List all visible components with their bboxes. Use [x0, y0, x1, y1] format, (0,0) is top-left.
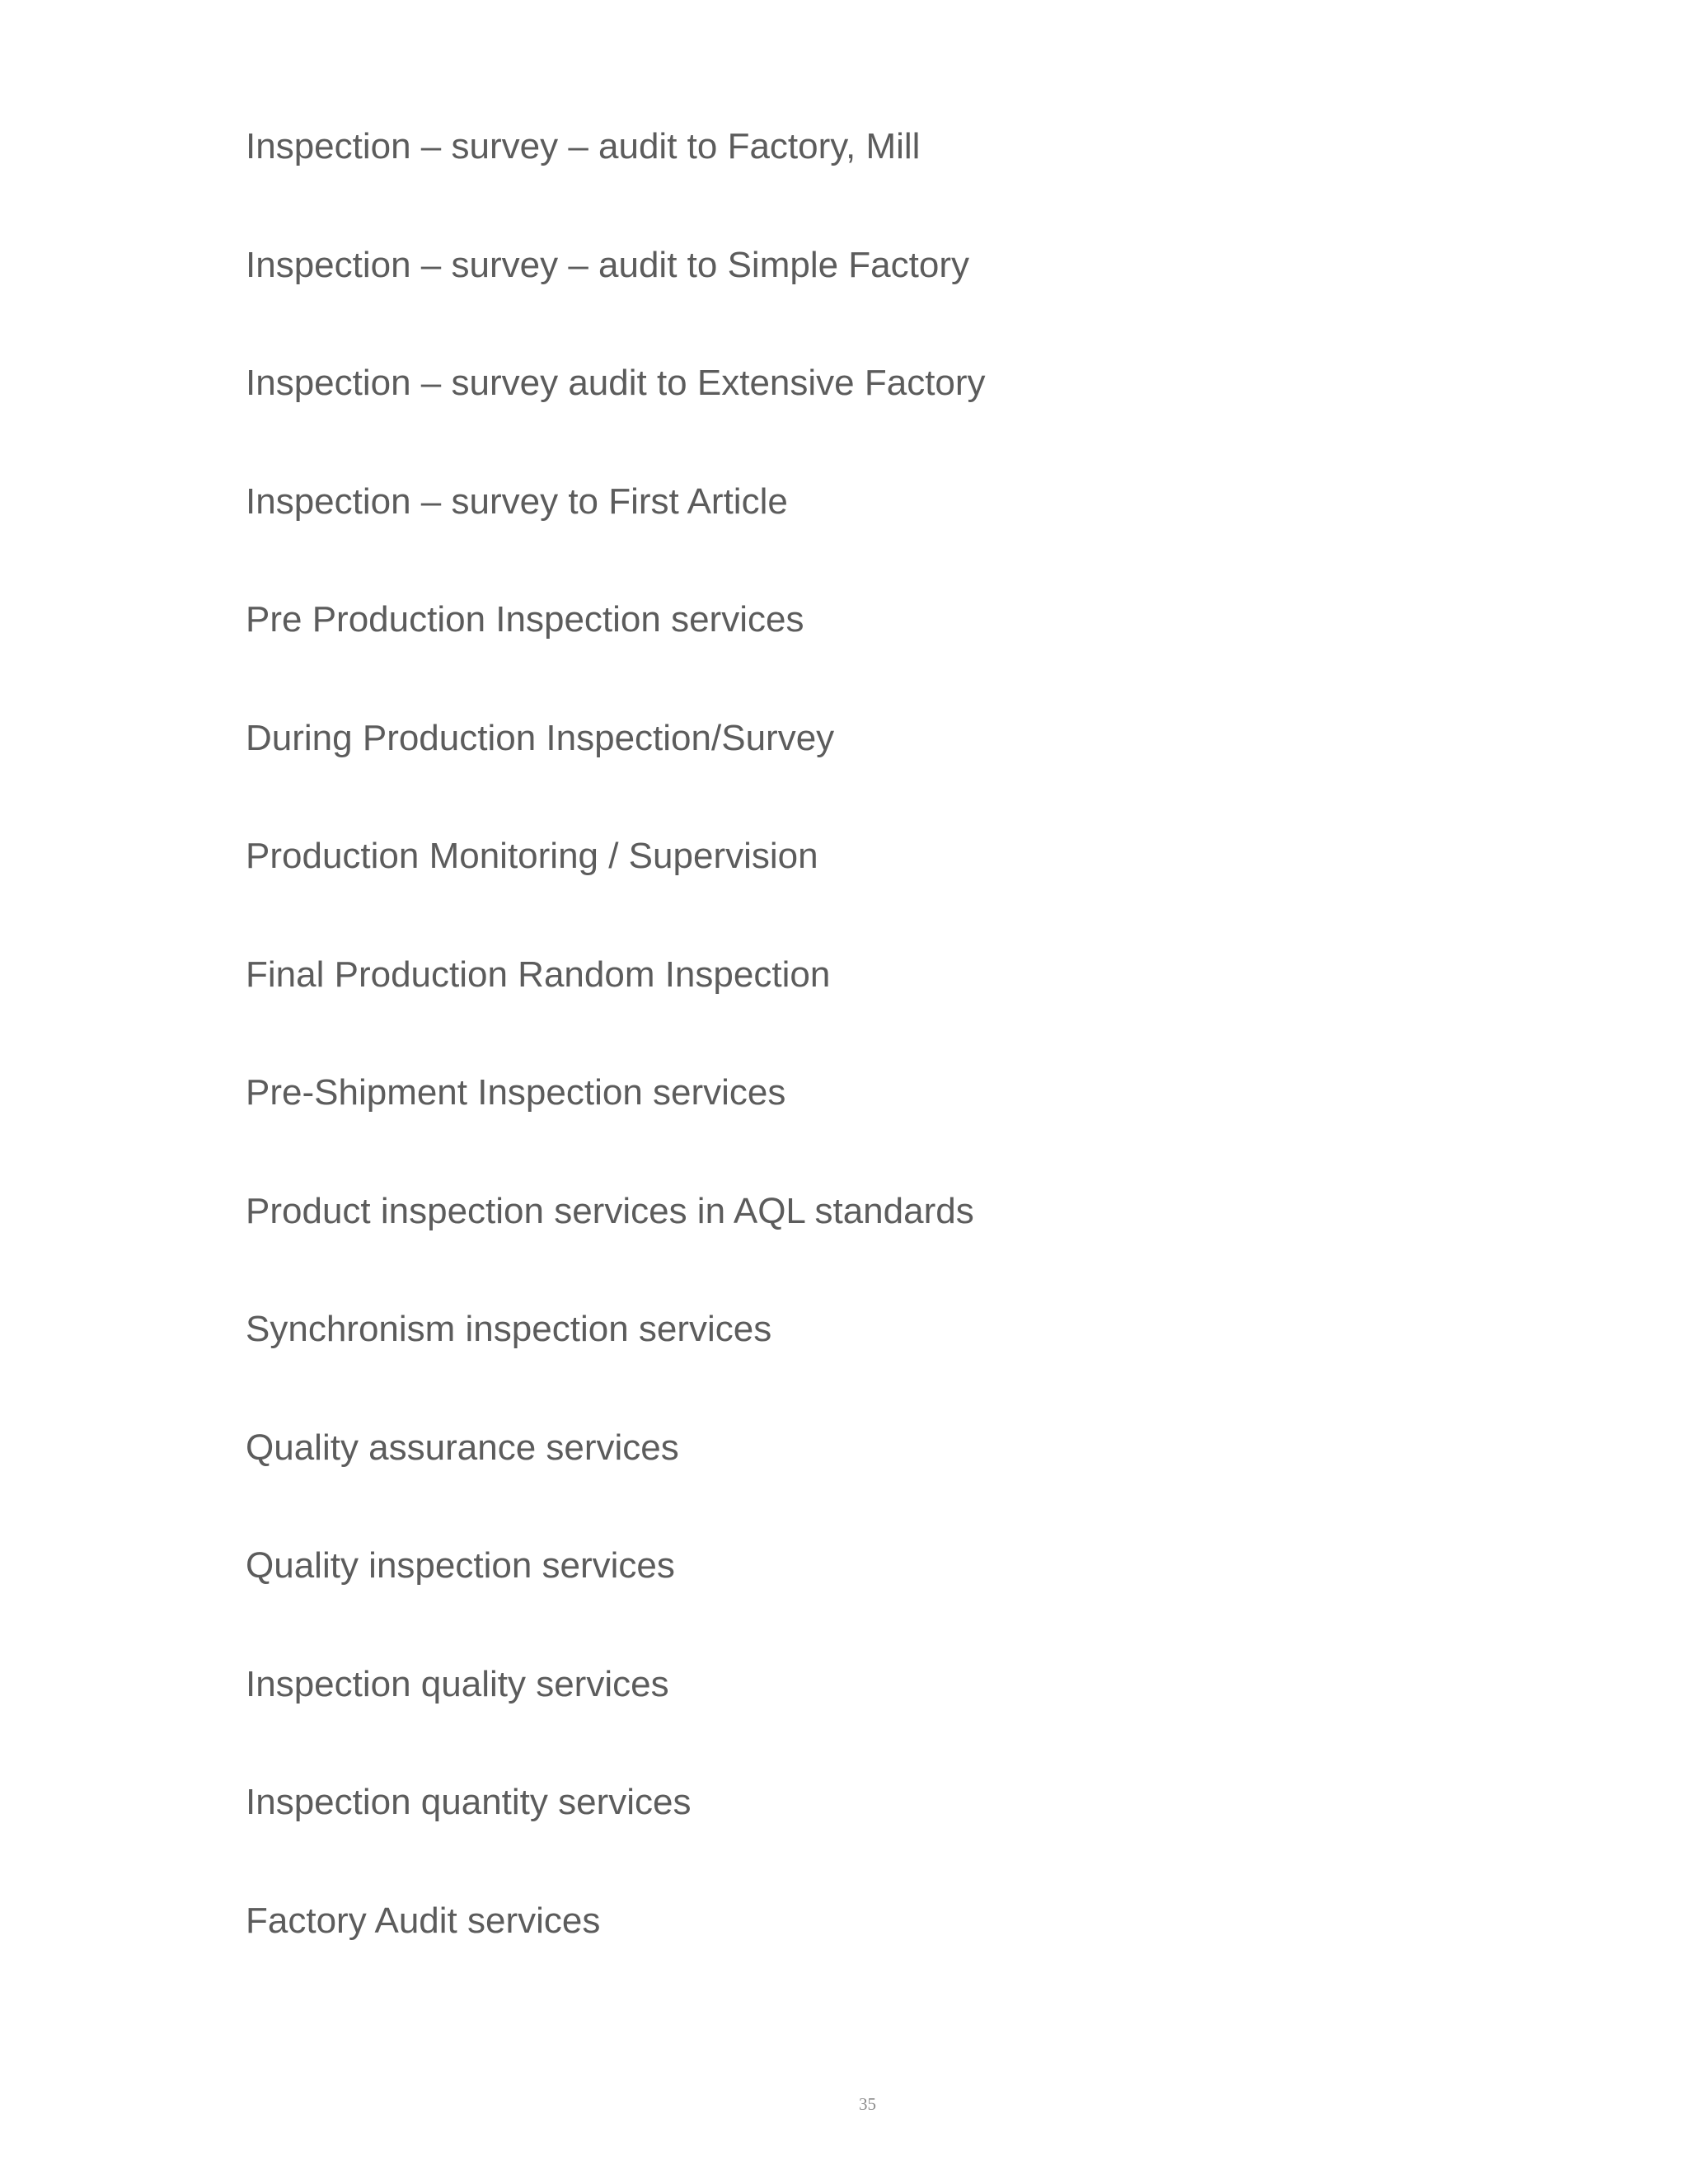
service-item: Inspection – survey – audit to Simple Factory	[246, 244, 969, 285]
service-item: Inspection – survey to First Article	[246, 480, 788, 522]
service-item: Inspection – survey – audit to Factory, Mill	[246, 126, 921, 166]
service-item: Factory Audit services	[246, 1900, 601, 1941]
service-item: During Production Inspection/Survey	[246, 717, 835, 758]
service-item: Pre Production Inspection services	[246, 599, 804, 640]
service-item: Synchronism inspection services	[246, 1309, 772, 1349]
service-item: Quality inspection services	[246, 1545, 675, 1586]
service-item: Pre-Shipment Inspection services	[246, 1072, 786, 1113]
service-item: Product inspection services in AQL standards	[246, 1190, 974, 1231]
service-item: Quality assurance services	[246, 1427, 679, 1468]
page-number: 35	[859, 2094, 876, 2114]
service-list	[246, 115, 986, 2008]
service-item: Inspection quantity services	[246, 1782, 692, 1822]
service-item: Inspection quality services	[246, 1663, 669, 1704]
service-item: Inspection – survey audit to Extensive Factory	[246, 363, 986, 403]
service-item: Production Monitoring / Supervision	[246, 836, 818, 876]
service-item: Final Production Random Inspection	[246, 954, 831, 995]
